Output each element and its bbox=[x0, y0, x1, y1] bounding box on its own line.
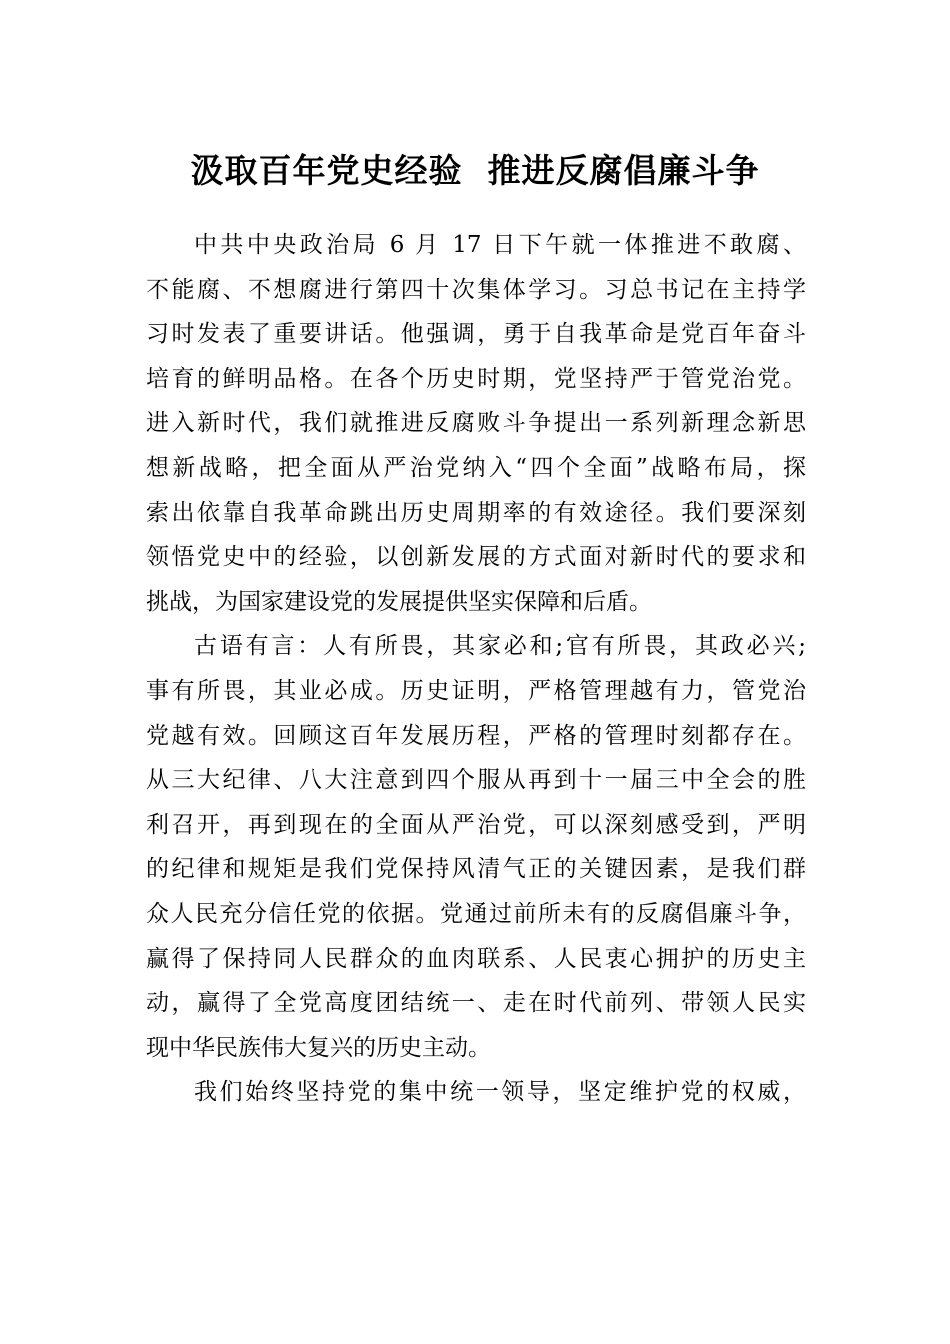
text-line: 党越有效。回顾这百年发展历程，严格的管理时刻都存在。 bbox=[146, 722, 806, 749]
text-line: 从三大纪律、八大注意到四个服从再到十一届三中全会的胜 bbox=[146, 767, 806, 794]
text-line: 动，赢得了全党高度团结统一、走在时代前列、带领人民实 bbox=[146, 990, 806, 1017]
text-line: 挑战，为国家建设党的发展提供坚实保障和后盾。 bbox=[146, 588, 652, 615]
paragraph-1 bbox=[146, 223, 806, 624]
paragraph-2 bbox=[146, 624, 806, 1070]
text-line: 不能腐、不想腐进行第四十次集体学习。习总书记在主持学 bbox=[146, 276, 806, 303]
text-line: 众人民充分信任党的依据。党通过前所未有的反腐倡廉斗争， bbox=[146, 900, 806, 927]
text-line: 赢得了保持同人民群众的血肉联系、人民衷心拥护的历史主 bbox=[146, 945, 806, 972]
text-line: 进入新时代，我们就推进反腐败斗争提出一系列新理念新思 bbox=[146, 410, 806, 437]
text-line: 培育的鲜明品格。在各个历史时期，党坚持严于管党治党。 bbox=[146, 365, 806, 392]
text-line: 索出依靠自我革命跳出历史周期率的有效途径。我们要深刻 bbox=[146, 499, 806, 526]
text-line: 习时发表了重要讲话。他强调，勇于自我革命是党百年奋斗 bbox=[146, 321, 806, 348]
text-line: 的纪律和规矩是我们党保持风清气正的关键因素，是我们群 bbox=[146, 856, 806, 883]
document-title: 汲取百年党史经验 推进反腐倡廉斗争 bbox=[190, 151, 760, 190]
paragraph-3 bbox=[146, 1070, 806, 1115]
document-body bbox=[146, 223, 806, 1115]
text-line: 领悟党史中的经验，以创新发展的方式面对新时代的要求和 bbox=[146, 544, 806, 571]
text-line: 中共中央政治局 6 月 17 日下午就一体推进不敢腐、 bbox=[194, 232, 806, 258]
text-line: 事有所畏，其业必成。历史证明，严格管理越有力，管党治 bbox=[146, 677, 806, 704]
text-line: 利召开，再到现在的全面从严治党，可以深刻感受到，严明 bbox=[146, 811, 806, 838]
text-line: 现中华民族伟大复兴的历史主动。 bbox=[146, 1034, 491, 1061]
text-line: 古语有言：人有所畏，其家必和;官有所畏，其政必兴; bbox=[194, 633, 806, 660]
text-line: 想新战略，把全面从严治党纳入“四个全面”战略布局，探 bbox=[146, 454, 806, 481]
text-line: 我们始终坚持党的集中统一领导，坚定维护党的权威， bbox=[194, 1079, 806, 1106]
